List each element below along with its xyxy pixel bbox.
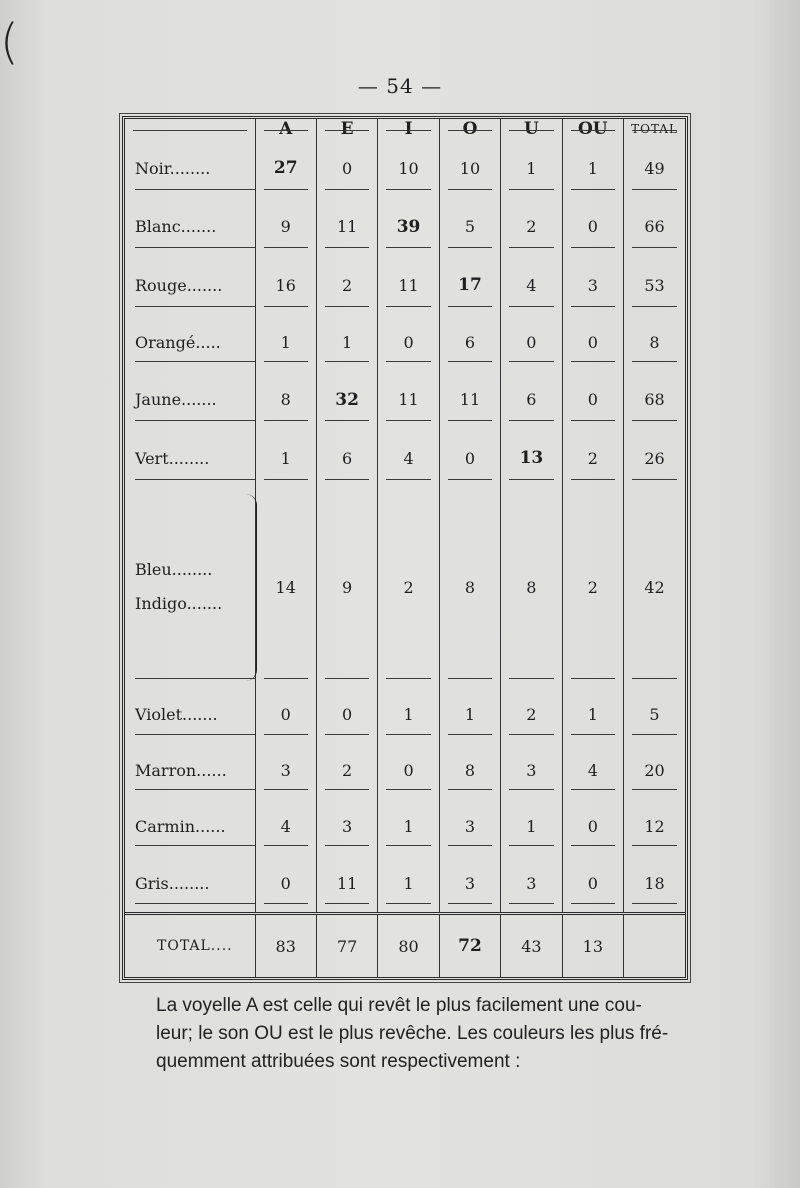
value-cell: 77 (316, 914, 377, 977)
value-cell: 13 (501, 429, 562, 488)
value-cell: 80 (378, 914, 439, 977)
value-cell: 3 (439, 798, 500, 854)
value-cell: 27 (255, 139, 316, 198)
value-cell: 11 (378, 256, 439, 315)
body-paragraph (156, 992, 696, 1076)
paragraph-line-3: quemment attribuées sont respectivement : (156, 1051, 521, 1072)
value-cell: 3 (255, 743, 316, 799)
total-row (125, 914, 685, 977)
value-cell: 1 (378, 798, 439, 854)
value-cell: 2 (501, 198, 562, 257)
value-cell: 2 (316, 743, 377, 799)
header-cell-u: U (501, 119, 562, 139)
header-cell-a: A (255, 119, 316, 139)
table-header-row (125, 119, 685, 139)
row-label: TOTAL.... (125, 914, 255, 977)
row-label-line-2: Indigo....... (135, 594, 223, 614)
value-cell: 4 (562, 743, 623, 799)
row-label: Blanc....... (125, 198, 255, 257)
value-cell: 1 (562, 139, 623, 198)
header-cell-total: TOTAL (624, 119, 685, 139)
value-cell: 9 (316, 488, 377, 687)
value-cell: 0 (501, 315, 562, 371)
table-row (125, 488, 685, 687)
value-cell: 14 (255, 488, 316, 687)
row-label: Noir........ (125, 139, 255, 198)
value-cell: 0 (316, 687, 377, 743)
paragraph-line-1: La voyelle A est celle qui revêt le plus facilement une cou- (156, 995, 642, 1016)
value-cell: 49 (624, 139, 685, 198)
row-label: Gris........ (125, 854, 255, 914)
value-cell: 1 (255, 315, 316, 371)
value-cell: 2 (562, 488, 623, 687)
value-cell: 4 (378, 429, 439, 488)
header-cell-o: O (439, 119, 500, 139)
value-cell: 53 (624, 256, 685, 315)
value-cell: 2 (378, 488, 439, 687)
value-cell: 11 (316, 198, 377, 257)
value-cell: 1 (255, 429, 316, 488)
value-cell: 16 (255, 256, 316, 315)
value-cell: 6 (501, 370, 562, 429)
row-label (125, 488, 255, 687)
value-cell: 13 (562, 914, 623, 977)
value-cell: 1 (562, 687, 623, 743)
table-row (125, 429, 685, 488)
paragraph-line-2: leur; le son OU est le plus revêche. Les couleurs les plus fré- (156, 1023, 669, 1044)
value-cell: 0 (316, 139, 377, 198)
value-cell: 1 (378, 854, 439, 914)
value-cell: 10 (378, 139, 439, 198)
table-row (125, 315, 685, 371)
value-cell: 0 (562, 198, 623, 257)
color-vowel-table-frame (122, 116, 688, 980)
value-cell: 3 (562, 256, 623, 315)
value-cell: 11 (378, 370, 439, 429)
value-cell: 17 (439, 256, 500, 315)
header-cell-i: I (378, 119, 439, 139)
value-cell: 1 (501, 139, 562, 198)
value-cell: 3 (316, 798, 377, 854)
value-cell (624, 914, 685, 977)
page-number: — 54 — (357, 74, 443, 98)
value-cell: 2 (501, 687, 562, 743)
value-cell: 0 (562, 315, 623, 371)
value-cell: 42 (624, 488, 685, 687)
value-cell: 1 (316, 315, 377, 371)
value-cell: 11 (439, 370, 500, 429)
row-label: Carmin...... (125, 798, 255, 854)
table-row (125, 198, 685, 257)
table-row (125, 256, 685, 315)
row-label-line-1: Bleu........ (135, 560, 213, 580)
value-cell: 8 (439, 743, 500, 799)
value-cell: 0 (562, 798, 623, 854)
value-cell: 68 (624, 370, 685, 429)
value-cell: 2 (316, 256, 377, 315)
header-cell-ou: OU (562, 119, 623, 139)
value-cell: 1 (378, 687, 439, 743)
value-cell: 0 (255, 687, 316, 743)
value-cell: 9 (255, 198, 316, 257)
color-vowel-table (125, 119, 685, 977)
value-cell: 4 (501, 256, 562, 315)
value-cell: 1 (439, 687, 500, 743)
row-label: Orangé..... (125, 315, 255, 371)
value-cell: 11 (316, 854, 377, 914)
table-row (125, 798, 685, 854)
value-cell: 5 (624, 687, 685, 743)
value-cell: 72 (439, 914, 500, 977)
value-cell: 0 (378, 315, 439, 371)
value-cell: 4 (255, 798, 316, 854)
value-cell: 43 (501, 914, 562, 977)
table-row (125, 139, 685, 198)
table-row (125, 743, 685, 799)
value-cell: 1 (501, 798, 562, 854)
value-cell: 2 (562, 429, 623, 488)
row-label: Vert........ (125, 429, 255, 488)
value-cell: 0 (562, 854, 623, 914)
value-cell: 3 (439, 854, 500, 914)
value-cell: 18 (624, 854, 685, 914)
table-row (125, 687, 685, 743)
row-label: Rouge....... (125, 256, 255, 315)
value-cell: 8 (501, 488, 562, 687)
table-row (125, 370, 685, 429)
row-label: Marron...... (125, 743, 255, 799)
table-row (125, 854, 685, 914)
value-cell: 66 (624, 198, 685, 257)
value-cell: 6 (316, 429, 377, 488)
value-cell: 6 (439, 315, 500, 371)
value-cell: 26 (624, 429, 685, 488)
header-cell-e: E (316, 119, 377, 139)
row-label: Violet....... (125, 687, 255, 743)
value-cell: 0 (439, 429, 500, 488)
value-cell: 8 (255, 370, 316, 429)
row-label: Jaune....... (125, 370, 255, 429)
value-cell: 39 (378, 198, 439, 257)
value-cell: 8 (624, 315, 685, 371)
corner-bracket-mark: ( (0, 14, 19, 70)
value-cell: 0 (255, 854, 316, 914)
value-cell: 5 (439, 198, 500, 257)
value-cell: 20 (624, 743, 685, 799)
header-corner-cell (125, 119, 255, 139)
value-cell: 10 (439, 139, 500, 198)
value-cell: 0 (378, 743, 439, 799)
value-cell: 83 (255, 914, 316, 977)
value-cell: 3 (501, 743, 562, 799)
value-cell: 3 (501, 854, 562, 914)
value-cell: 12 (624, 798, 685, 854)
value-cell: 8 (439, 488, 500, 687)
table-body (125, 139, 685, 977)
value-cell: 0 (562, 370, 623, 429)
value-cell: 32 (316, 370, 377, 429)
